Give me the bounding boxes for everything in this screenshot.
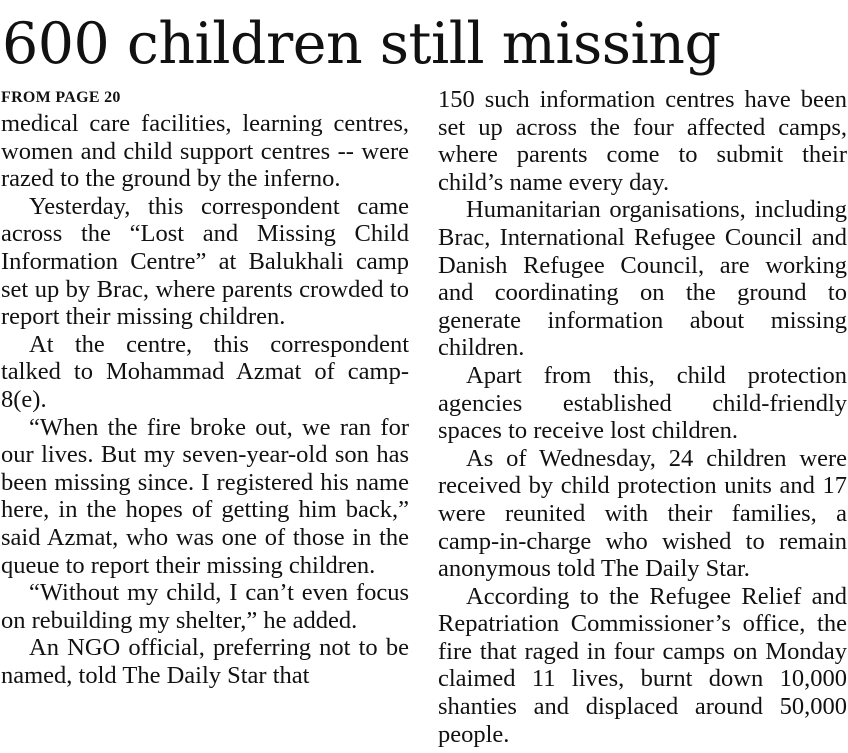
paragraph: Humanitarian organisations, including Brac, International Refugee Council and Danish Refugee Council, are working and coordinating on the ground to generate information about missing children. xyxy=(438,196,847,362)
paragraph: As of Wednesday, 24 children were received by child protection units and 17 were reunited with their families, a camp-in-charge who wished to remain anonymous told The Daily Star. xyxy=(438,444,847,583)
paragraph: medical care facilities, learning centres, women and child support centres -- were razed to the ground by the inferno. xyxy=(1,110,409,193)
paragraph: Apart from this, child protection agencies established child-friendly spaces to receive lost children. xyxy=(438,361,847,445)
paragraph: “Without my child, I can’t even focus on rebuilding my shelter,” he added. xyxy=(1,579,409,634)
paragraph: An NGO official, preferring not to be named, told The Daily Star that xyxy=(1,634,409,689)
paragraph: “When the fire broke out, we ran for our lives. But my seven-year-old son has been missing since. I registered his name here, in the hopes of getting him back,” said Azmat, who was one of those in the queue to report their missing children. xyxy=(1,413,409,579)
jump-line: FROM PAGE 20 xyxy=(1,89,121,106)
paragraph: 150 such information centres have been set up across the four affected camps, where parents come to submit their child’s name every day. xyxy=(438,86,847,196)
article-column-right xyxy=(438,86,847,748)
paragraph: According to the Refugee Relief and Repatriation Commissioner’s office, the fire that raged in four camps on Monday claimed 11 lives, burnt down 10,000 shanties and displaced around 50,000 people. xyxy=(438,582,847,748)
headline: 600 children still missing xyxy=(2,11,721,77)
paragraph: Yesterday, this correspondent came across the “Lost and Missing Child Information Centre” at Balukhali camp set up by Brac, where parents crowded to report their missing children. xyxy=(1,192,409,331)
paragraph: At the centre, this correspondent talked to Mohammad Azmat of camp-8(e). xyxy=(1,330,409,413)
article-column-left xyxy=(1,86,409,689)
